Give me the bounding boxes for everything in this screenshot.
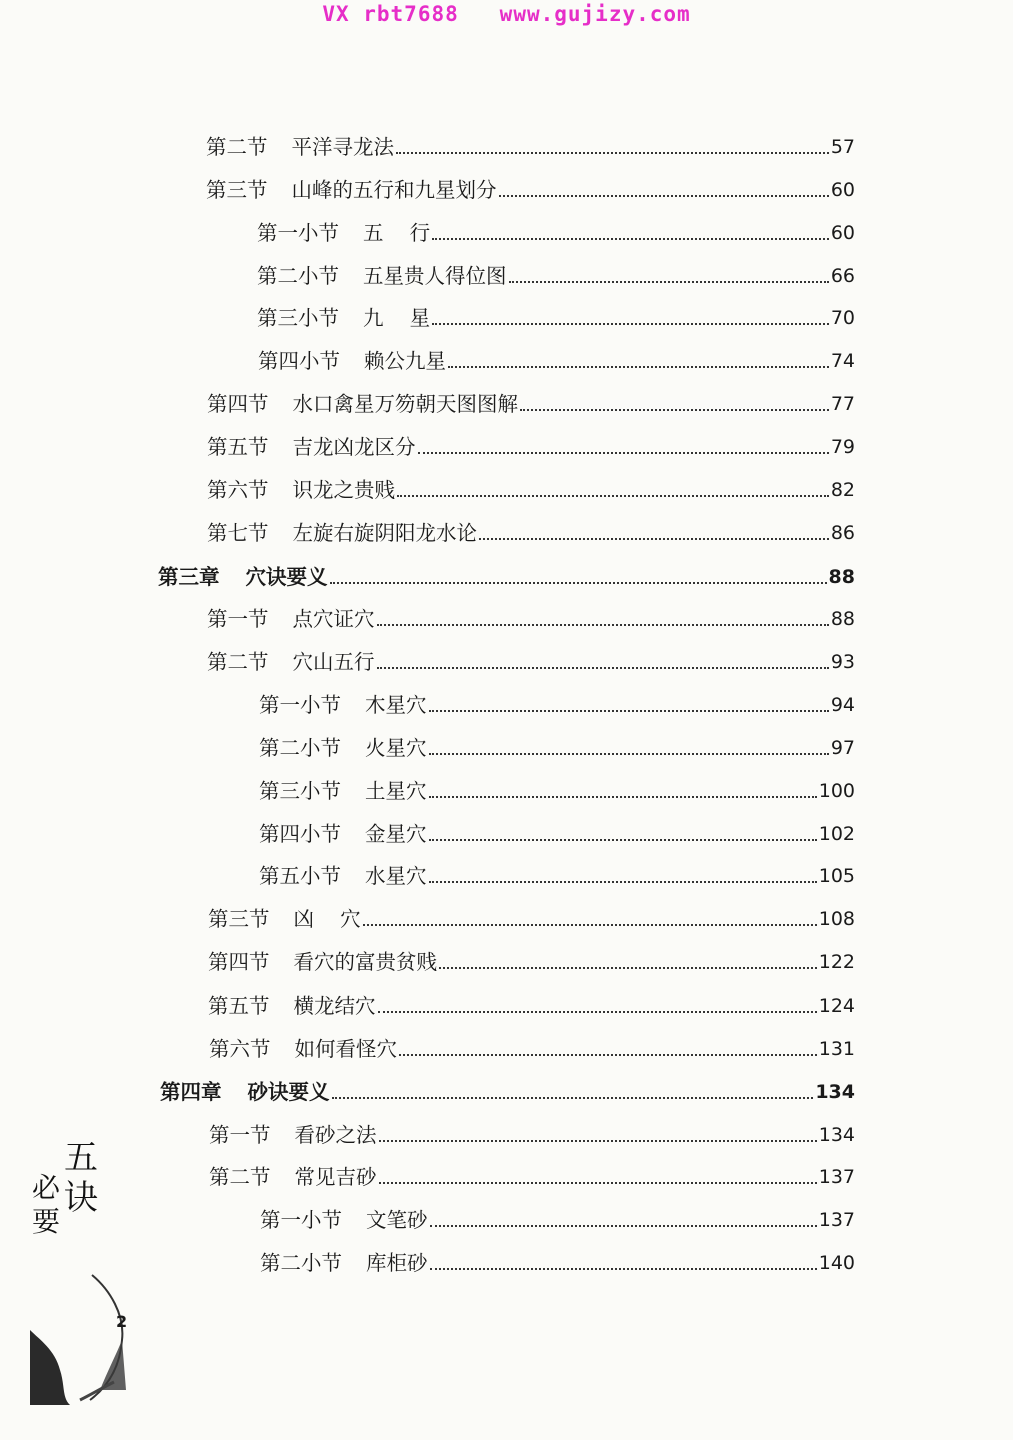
toc-entry-label: 第三节	[208, 907, 270, 932]
toc-section-entry	[207, 432, 855, 462]
toc-chapter-entry	[158, 562, 855, 592]
toc-entry-title: 库柜砂	[366, 1251, 428, 1276]
toc-entry-title: 看砂之法	[294, 1122, 377, 1147]
toc-dot-leader	[479, 538, 829, 540]
toc-dot-leader	[429, 881, 817, 883]
book-title-char: 诀	[64, 1178, 98, 1218]
toc-entry-title: 点穴证穴	[292, 607, 375, 632]
toc-entry-title: 看穴的富贵贫贱	[293, 950, 437, 975]
toc-dot-leader	[430, 1268, 817, 1270]
toc-entry-title: 火星穴	[365, 735, 427, 760]
toc-entry-label: 第五节	[207, 434, 269, 459]
book-title-char: 要	[32, 1205, 61, 1238]
toc-entry-page: 60	[830, 221, 855, 244]
toc-dot-leader	[377, 624, 829, 626]
toc-entry-page: 102	[818, 822, 855, 845]
toc-entry-label: 第五节	[208, 994, 270, 1018]
toc-entry-label: 第二小节	[259, 735, 341, 760]
toc-entry-page: 131	[818, 1037, 855, 1060]
toc-entry-title: 如何看怪穴	[294, 1036, 397, 1061]
toc-entry-page: 134	[818, 1123, 855, 1146]
toc-entry-label: 第一小节	[260, 1208, 342, 1233]
toc-entry-page: 124	[818, 995, 855, 1017]
toc-entry-title: 常见吉砂	[294, 1165, 377, 1190]
toc-entry-page: 134	[815, 1080, 855, 1103]
toc-entry-title: 山峰的五行和九星划分	[291, 177, 497, 202]
toc-entry-page: 93	[830, 651, 855, 674]
toc-entry-page: 94	[830, 694, 855, 717]
toc-section-entry	[208, 904, 855, 934]
toc-section-entry	[207, 475, 855, 505]
toc-entry-title: 平洋寻龙法	[291, 135, 394, 159]
toc-dot-leader	[377, 667, 829, 669]
toc-entry-label: 第一节	[209, 1122, 271, 1147]
toc-entry-page: 79	[830, 435, 855, 458]
toc-entry-title: 金星穴	[365, 821, 427, 846]
toc-dot-leader	[332, 1097, 814, 1099]
toc-entry-title: 水口禽星万笏朝天图图解	[292, 392, 518, 417]
toc-entry-label: 第四小节	[258, 349, 340, 374]
toc-section-entry	[209, 1120, 855, 1150]
toc-dot-leader	[439, 967, 817, 969]
toc-dot-leader	[499, 195, 829, 197]
toc-entry-title: 凶 穴	[293, 907, 361, 932]
toc-entry-title: 吉龙凶龙区分	[292, 434, 416, 459]
toc-section-entry	[208, 991, 855, 1021]
toc-dot-leader	[396, 152, 829, 154]
toc-subsection-entry	[258, 346, 855, 376]
toc-section-entry	[207, 647, 855, 677]
decorative-brush-art	[30, 1270, 140, 1410]
toc-entry-label: 第二小节	[257, 263, 339, 288]
toc-dot-leader	[429, 710, 829, 712]
toc-entry-page: 105	[818, 865, 855, 888]
toc-entry-title: 穴诀要义	[245, 564, 328, 589]
watermark-text: VX rbt7688 www.gujizy.com	[322, 2, 691, 26]
page-number: 2	[116, 1312, 128, 1331]
toc-entry-page: 57	[830, 136, 855, 158]
toc-entry-page: 137	[818, 1209, 855, 1232]
toc-entry-label: 第二节	[209, 1165, 271, 1190]
toc-entry-page: 82	[830, 478, 855, 501]
toc-dot-leader	[448, 366, 829, 368]
toc-dot-leader	[397, 495, 829, 497]
toc-entry-label: 第三小节	[259, 778, 341, 803]
toc-entry-label: 第四节	[208, 950, 270, 975]
toc-entry-label: 第四节	[207, 392, 269, 417]
toc-dot-leader	[378, 1011, 817, 1013]
toc-dot-leader	[379, 1140, 817, 1142]
toc-dot-leader	[363, 924, 817, 926]
toc-subsection-entry	[260, 1205, 855, 1235]
toc-section-entry	[206, 175, 855, 205]
toc-subsection-entry	[257, 261, 855, 291]
toc-subsection-entry	[257, 303, 855, 333]
book-title-vertical	[32, 1138, 102, 1258]
toc-entry-label: 第二节	[206, 135, 268, 159]
toc-entry-title: 水星穴	[365, 864, 427, 889]
toc-entry-title: 土星穴	[365, 778, 427, 803]
toc-dot-leader	[418, 452, 829, 454]
toc-subsection-entry	[259, 776, 855, 806]
toc-entry-page: 97	[830, 736, 855, 759]
book-title-char: 必	[32, 1171, 61, 1204]
toc-dot-leader	[379, 1182, 817, 1184]
toc-entry-label: 第三节	[206, 177, 268, 202]
toc-entry-page: 86	[830, 521, 855, 544]
toc-section-entry	[207, 389, 855, 419]
toc-dot-leader	[509, 281, 829, 283]
toc-section-entry	[207, 518, 855, 548]
toc-subsection-entry	[259, 861, 855, 891]
book-title-char: 五	[64, 1138, 98, 1178]
toc-entry-label: 第三小节	[257, 306, 339, 331]
toc-dot-leader	[432, 323, 829, 325]
toc-subsection-entry	[260, 1248, 855, 1278]
toc-entry-page: 88	[828, 565, 855, 588]
toc-dot-leader	[429, 753, 829, 755]
toc-subsection-entry	[259, 819, 855, 849]
toc-subsection-entry	[259, 690, 855, 720]
toc-entry-title: 穴山五行	[292, 650, 375, 675]
toc-entry-label: 第四章	[160, 1079, 222, 1104]
toc-dot-leader	[330, 582, 827, 584]
toc-section-entry	[206, 132, 855, 162]
toc-entry-title: 五 行	[363, 220, 431, 245]
toc-dot-leader	[399, 1054, 817, 1056]
toc-entry-label: 第六节	[209, 1036, 271, 1061]
toc-entry-title: 识龙之贵贱	[292, 477, 395, 502]
toc-dot-leader	[429, 839, 817, 841]
toc-entry-page: 66	[830, 264, 855, 287]
toc-section-entry	[208, 947, 855, 977]
toc-section-entry	[207, 604, 855, 634]
toc-entry-page: 137	[818, 1166, 855, 1189]
toc-entry-title: 赖公九星	[364, 349, 446, 374]
toc-entry-title: 九 星	[363, 306, 431, 331]
toc-section-entry	[209, 1162, 855, 1192]
toc-entry-label: 第六节	[207, 477, 269, 502]
toc-entry-title: 木星穴	[365, 693, 427, 718]
toc-entry-label: 第七节	[207, 520, 269, 545]
toc-entry-label: 第二节	[207, 650, 269, 675]
toc-dot-leader	[432, 238, 829, 240]
toc-subsection-entry	[259, 733, 855, 763]
toc-entry-page: 100	[818, 779, 855, 802]
toc-entry-page: 122	[818, 951, 855, 974]
toc-entry-label: 第三章	[158, 564, 220, 589]
toc-dot-leader	[430, 1225, 817, 1227]
toc-entry-label: 第二小节	[260, 1251, 342, 1276]
toc-entry-title: 文笔砂	[366, 1208, 428, 1233]
toc-entry-page: 77	[830, 393, 855, 416]
toc-dot-leader	[429, 796, 817, 798]
toc-entry-title: 左旋右旋阴阳龙水论	[292, 520, 477, 545]
toc-entry-page: 108	[818, 908, 855, 931]
toc-section-entry	[209, 1034, 855, 1064]
toc-entry-title: 砂诀要义	[247, 1079, 330, 1104]
toc-subsection-entry	[257, 218, 855, 248]
toc-entry-page: 140	[818, 1252, 855, 1275]
toc-entry-label: 第四小节	[259, 821, 341, 846]
toc-entry-title: 五星贵人得位图	[363, 263, 507, 288]
toc-entry-page: 70	[830, 307, 855, 330]
toc-entry-label: 第五小节	[259, 864, 341, 889]
toc-entry-label: 第一小节	[259, 693, 341, 718]
toc-entry-page: 88	[830, 608, 855, 631]
toc-entry-title: 横龙结穴	[293, 994, 376, 1018]
toc-entry-label: 第一小节	[257, 220, 339, 245]
toc-entry-label: 第一节	[207, 607, 269, 632]
toc-chapter-entry	[160, 1077, 855, 1107]
toc-entry-page: 60	[830, 178, 855, 201]
toc-entry-page: 74	[830, 350, 855, 373]
toc-dot-leader	[520, 409, 829, 411]
